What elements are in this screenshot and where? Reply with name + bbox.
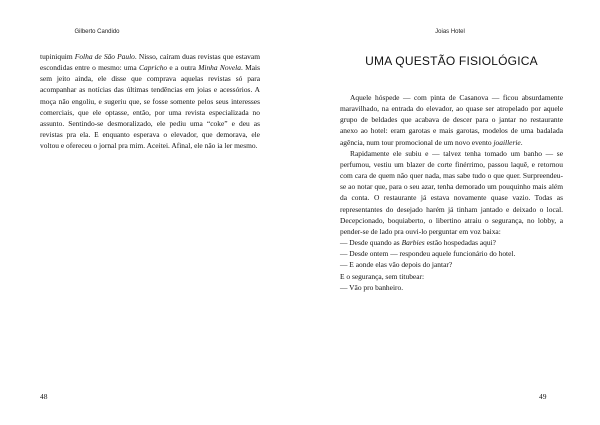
- dialog-line: [340, 248, 563, 259]
- italic-title: Folha de São Paulo: [74, 52, 135, 61]
- text-run: . Mais sem jeito ainda, ele disse que comprava aquelas revistas só para acompanhar as notícias das últimas tendências em joias e acessórios. A moça não engoliu, e sugeriu que, se fosse somente pelos seus interesses comerciais, que ele optasse, então, por uma revista especializada no assunto. Sentindo-se desmoralizado, ele pediu uma “coke” e deu as revistas pra ela. E enquanto esperava o elevador, que demorava, ele voltou e ofereceu o jornal pra mim. Aceitei. Afinal, ele não ia ler mesmo.: [40, 63, 260, 151]
- page-number-right: 49: [539, 392, 547, 401]
- italic-word: Barbies: [401, 238, 425, 248]
- text-run: E o segurança, sem titubear:: [340, 271, 425, 281]
- italic-title: Minha Novela: [198, 63, 241, 73]
- text-run: — E aonde elas vão depois do jantar?: [340, 260, 453, 270]
- text-run: . Nisso, caíram duas revistas que estavam escondidas entre o mesmo: uma: [40, 52, 260, 73]
- paragraph: [340, 92, 563, 148]
- text-run: estão hospedadas aqui?: [424, 238, 496, 248]
- dialog-line: [340, 271, 563, 282]
- text-run: e a outra: [167, 63, 199, 73]
- text-run: — Vão pro banheiro.: [340, 282, 404, 292]
- right-page: [300, 0, 600, 425]
- paragraph: [340, 148, 563, 237]
- italic-title: Capricho: [139, 63, 168, 73]
- dialog-line: [340, 237, 563, 248]
- text-run: .: [520, 137, 523, 147]
- right-body-text: [340, 92, 563, 293]
- text-run: Aquele hóspede — com pinta de Casanova — ficou absurdamente maravilhado, na entrada do elevador, ao quase ser atropelado por aquele grupo de beldades que acabava de descer para o jantar no restaurante anexo ao hotel: eram garotas e mais garotas, modelos de uma badalada agência, num tour promocional de um novo evento: [340, 93, 563, 147]
- dialog-line: [340, 259, 563, 270]
- running-head-left: Gilberto Candido: [74, 29, 120, 35]
- chapter-title: UMA QUESTÃO FISIOLÓGICA: [365, 54, 538, 68]
- text-run: Rapidamente ele subiu e — talvez tenha tomado um banho — se perfumou, vestiu um blazer de corte finérrimo, passou laquê, e retornou com cara de quem não quer nada, mas sabe tudo o que quer. Surpreendeu-se ao notar que, para o seu azar, tenha demorado um pouquinho mais além da conta. O restaurante já estava novamente quase vazio. Todas as representantes do desejado harém já tinham jantado e deixado o local. Decepcionado, boquiaberto, o libertino atraiu o segurança, no lobby, a pender-se de lado pra ouvi-lo perguntar em voz baixa:: [340, 148, 563, 236]
- text-run: tupiniquim: [40, 52, 75, 61]
- dialog-line: [340, 282, 563, 293]
- left-body-text: [40, 51, 260, 151]
- paragraph: [40, 51, 260, 151]
- page-number-left: 48: [40, 392, 48, 401]
- text-run: — Desde ontem — respondeu aquele funcionário do hotel.: [340, 249, 516, 259]
- running-head-right: Joias Hotel: [435, 29, 465, 35]
- italic-word: joaillerie: [493, 137, 521, 147]
- text-run: — Desde quando as: [340, 238, 402, 248]
